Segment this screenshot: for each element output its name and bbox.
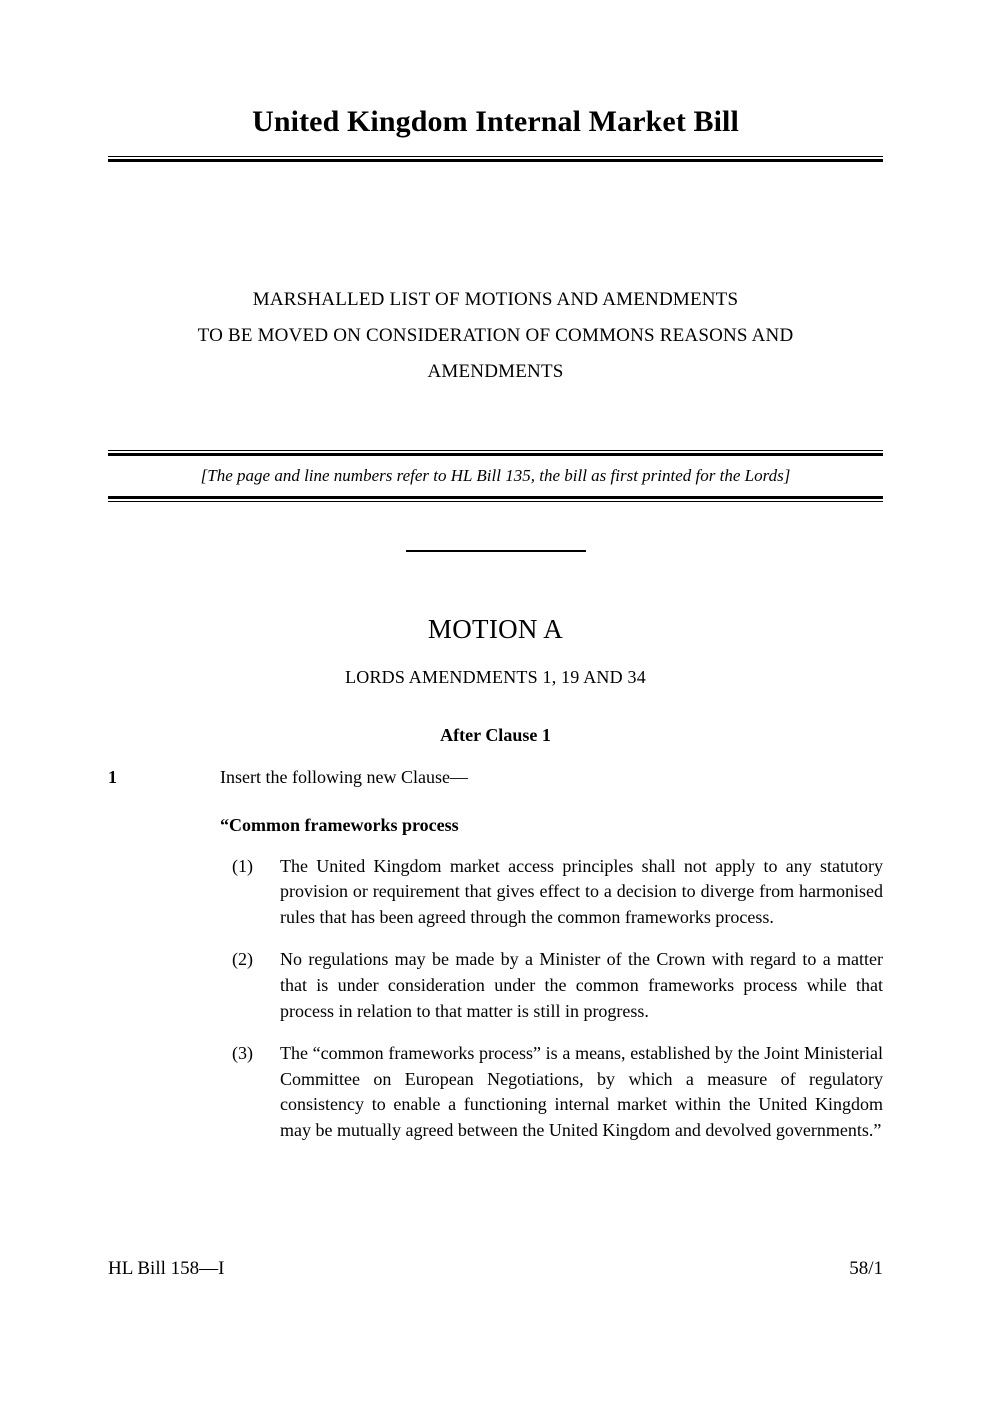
subsection-marker: (2) xyxy=(232,949,253,970)
amendment-instruction: Insert the following new Clause— xyxy=(220,766,468,787)
subsection-item xyxy=(220,854,883,931)
subsection-item xyxy=(220,1041,883,1143)
bill-reference: HL Bill 158—I xyxy=(108,1258,225,1279)
subsection-text: No regulations may be made by a Minister of the Crown with regard to a matter that is under consideration under the common frameworks process while that process in relation to that matter is still in progress. xyxy=(280,949,883,1021)
clause-heading: After Clause 1 xyxy=(440,724,551,745)
title-rule xyxy=(108,156,883,162)
motion-title: MOTION A xyxy=(427,613,564,644)
note-rule-bottom xyxy=(108,496,883,502)
reference-note-box xyxy=(108,450,883,502)
subtitle-line-1: MARSHALLED LIST OF MOTIONS AND AMENDMENTS xyxy=(252,288,739,310)
subtitle-line-2: TO BE MOVED ON CONSIDERATION OF COMMONS REASONS AND xyxy=(197,324,794,346)
subsection-marker: (1) xyxy=(232,855,253,876)
reference-note: [The page and line numbers refer to HL Bill 135, the bill as first printed for the Lords] xyxy=(200,465,791,485)
subtitle-line-3: AMENDMENTS xyxy=(427,360,564,382)
page-footer xyxy=(108,1258,883,1280)
amendment-body xyxy=(220,764,883,1144)
subsection-text: The United Kingdom market access principles shall not apply to any statutory provision or requirement that gives effect to a decision to diverge from harmonised rules that has been agreed through the common frameworks process. xyxy=(280,855,883,927)
subsection-text: The “common frameworks process” is a means, established by the Joint Ministerial Committee on European Negotiations, by which a measure of regulatory consistency to enable a functioning internal market within the United Kingdom may be mutually agreed between the United Kingdom and devolved governments.” xyxy=(280,1043,883,1140)
amendment-entry xyxy=(108,764,883,1144)
page-title: United Kingdom Internal Market Bill xyxy=(252,105,739,138)
subsection-item xyxy=(220,947,883,1024)
subsection-marker: (3) xyxy=(232,1043,253,1064)
page-number: 58/1 xyxy=(849,1258,883,1279)
motion-separator xyxy=(108,550,883,552)
subsection-list xyxy=(220,854,883,1143)
motion-subtitle: LORDS AMENDMENTS 1, 19 AND 34 xyxy=(345,666,646,687)
document-subtitle xyxy=(108,282,883,390)
amendment-number: 1 xyxy=(108,766,117,787)
inserted-clause-title: “Common frameworks process xyxy=(220,814,459,835)
content-column xyxy=(108,0,883,1403)
